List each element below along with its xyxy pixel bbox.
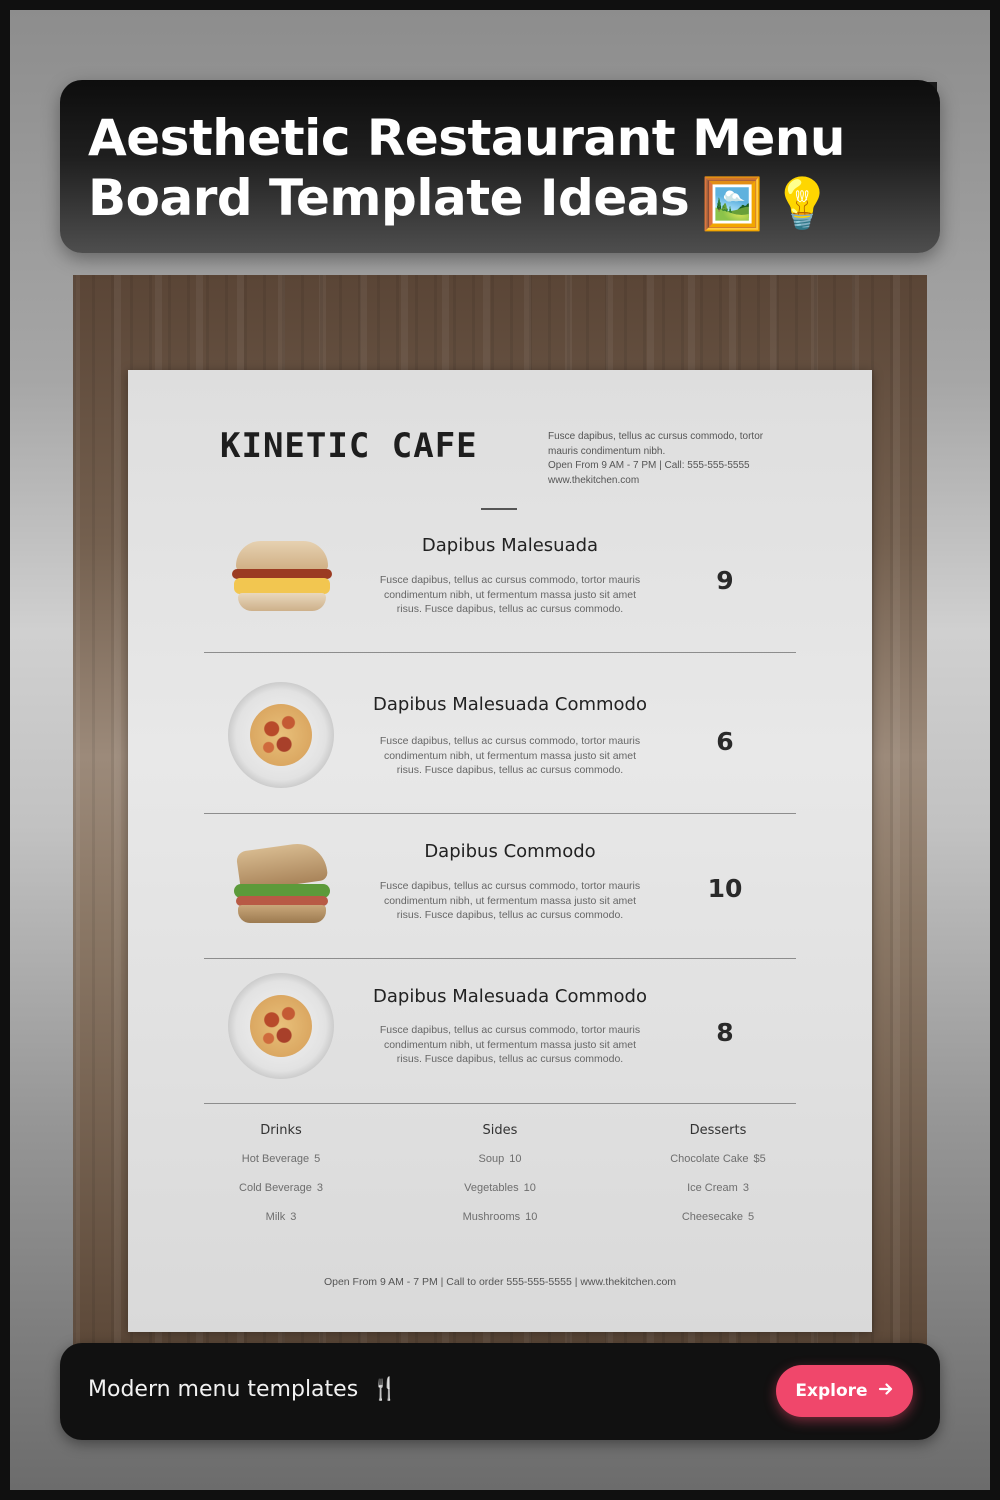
bottom-label-text: Modern menu templates xyxy=(88,1377,359,1402)
cafe-name: KINETIC CAFE xyxy=(220,426,478,466)
list-item xyxy=(618,1150,818,1179)
item-description xyxy=(366,879,654,923)
list-item-name: Vegetables xyxy=(464,1182,519,1194)
list-item-price: 5 xyxy=(748,1211,755,1223)
item-price: 8 xyxy=(716,1018,734,1047)
bottom-label xyxy=(88,1377,399,1402)
item-divider xyxy=(204,1103,796,1105)
pin-frame xyxy=(10,10,990,1490)
list-item-name: Cold Beverage xyxy=(239,1182,312,1194)
desc-line: condimentum nibh, ut fermentum massa justo sit amet xyxy=(383,1038,637,1051)
title-card xyxy=(60,80,940,253)
club-sandwich-icon xyxy=(228,834,334,940)
list-item-name: Soup xyxy=(478,1153,505,1165)
list-item-name: Chocolate Cake xyxy=(670,1153,749,1165)
menu-item xyxy=(204,493,796,653)
column-title: Drinks xyxy=(260,1123,302,1138)
list-item-price: 3 xyxy=(742,1182,749,1194)
arrow-right-icon xyxy=(878,1381,894,1402)
list-item xyxy=(618,1208,818,1237)
list-item xyxy=(618,1179,818,1208)
item-description xyxy=(366,573,654,617)
list-item-name: Milk xyxy=(265,1211,286,1223)
header-info xyxy=(548,430,798,488)
list-item-price: 10 xyxy=(509,1153,522,1165)
info-line: www.thekitchen.com xyxy=(548,474,640,486)
item-name: Dapibus Malesuada xyxy=(421,535,599,556)
pasta-plate-icon xyxy=(228,973,334,1079)
menu-photo[interactable] xyxy=(73,275,927,1345)
list-item xyxy=(400,1208,600,1237)
explore-button[interactable] xyxy=(776,1365,913,1417)
column-title: Sides xyxy=(482,1123,518,1138)
desc-line: condimentum nibh, ut fermentum massa justo sit amet xyxy=(383,894,637,907)
desc-line: risus. Fusce dapibus, tellus ac cursus commodo. xyxy=(396,764,624,777)
list-item-price: 10 xyxy=(525,1211,538,1223)
crepe-plate-icon xyxy=(228,682,334,788)
item-price: 9 xyxy=(716,566,734,595)
list-item-name: Hot Beverage xyxy=(241,1153,310,1165)
desc-line: condimentum nibh, ut fermentum massa justo sit amet xyxy=(383,749,637,762)
info-line: Open From 9 AM - 7 PM | Call: 555-555-5555 xyxy=(548,460,750,471)
item-description xyxy=(366,734,654,778)
list-item xyxy=(400,1179,600,1208)
list-item-price: $5 xyxy=(753,1153,766,1165)
list-item-price: 3 xyxy=(316,1182,323,1194)
list-item-price: 5 xyxy=(314,1153,321,1165)
list-item xyxy=(400,1150,600,1179)
info-line: mauris condimentum nibh. xyxy=(548,445,666,457)
menu-paper xyxy=(128,370,872,1332)
desc-line: condimentum nibh, ut fermentum massa justo sit amet xyxy=(383,588,637,601)
desc-line: Fusce dapibus, tellus ac cursus commodo, tortor mauris xyxy=(379,574,641,586)
list-item xyxy=(181,1179,381,1208)
menu-footer: Open From 9 AM - 7 PM | Call to order 555-555-5555 | www.thekitchen.com xyxy=(323,1276,677,1288)
desc-line: risus. Fusce dapibus, tellus ac cursus commodo. xyxy=(396,603,624,616)
list-item-name: Cheesecake xyxy=(681,1211,744,1223)
egg-muffin-sandwich-icon xyxy=(228,523,334,629)
list-item-name: Ice Cream xyxy=(687,1182,738,1194)
explore-button-label: Explore xyxy=(795,1381,868,1401)
desc-line: Fusce dapibus, tellus ac cursus commodo, tortor mauris xyxy=(379,880,641,892)
list-item-price: 10 xyxy=(523,1182,536,1194)
item-divider xyxy=(204,652,796,654)
menu-item xyxy=(204,814,796,959)
desc-line: risus. Fusce dapibus, tellus ac cursus commodo. xyxy=(396,1053,624,1066)
item-name: Dapibus Malesuada Commodo xyxy=(373,694,647,715)
bottom-bar xyxy=(60,1343,940,1440)
page-title-text: Aesthetic Restaurant Menu Board Template Ideas xyxy=(88,109,845,227)
info-line: Fusce dapibus, tellus ac cursus commodo, tortor xyxy=(548,431,764,442)
desc-line: Fusce dapibus, tellus ac cursus commodo, tortor mauris xyxy=(379,1024,641,1036)
framed-picture-icon: 🖼️ xyxy=(701,175,763,233)
list-item-name: Mushrooms xyxy=(462,1211,521,1223)
column-title: Desserts xyxy=(689,1123,747,1138)
sides-column xyxy=(400,1122,600,1237)
item-price: 10 xyxy=(707,874,743,903)
fork-knife-icon: 🍴 xyxy=(371,1377,399,1402)
desc-line: Fusce dapibus, tellus ac cursus commodo, tortor mauris xyxy=(379,735,641,747)
list-item-price: 3 xyxy=(290,1211,297,1223)
list-item xyxy=(181,1150,381,1179)
item-price: 6 xyxy=(716,727,734,756)
item-name: Dapibus Malesuada Commodo xyxy=(373,986,647,1007)
drinks-column xyxy=(181,1122,381,1237)
item-description xyxy=(366,1023,654,1067)
menu-item xyxy=(204,654,796,814)
light-bulb-icon: 💡 xyxy=(771,175,833,233)
item-name: Dapibus Commodo xyxy=(424,841,596,862)
menu-item xyxy=(204,959,796,1104)
list-item xyxy=(181,1208,381,1237)
desc-line: risus. Fusce dapibus, tellus ac cursus commodo. xyxy=(396,909,624,922)
page-title xyxy=(88,108,918,234)
desserts-column xyxy=(618,1122,818,1237)
